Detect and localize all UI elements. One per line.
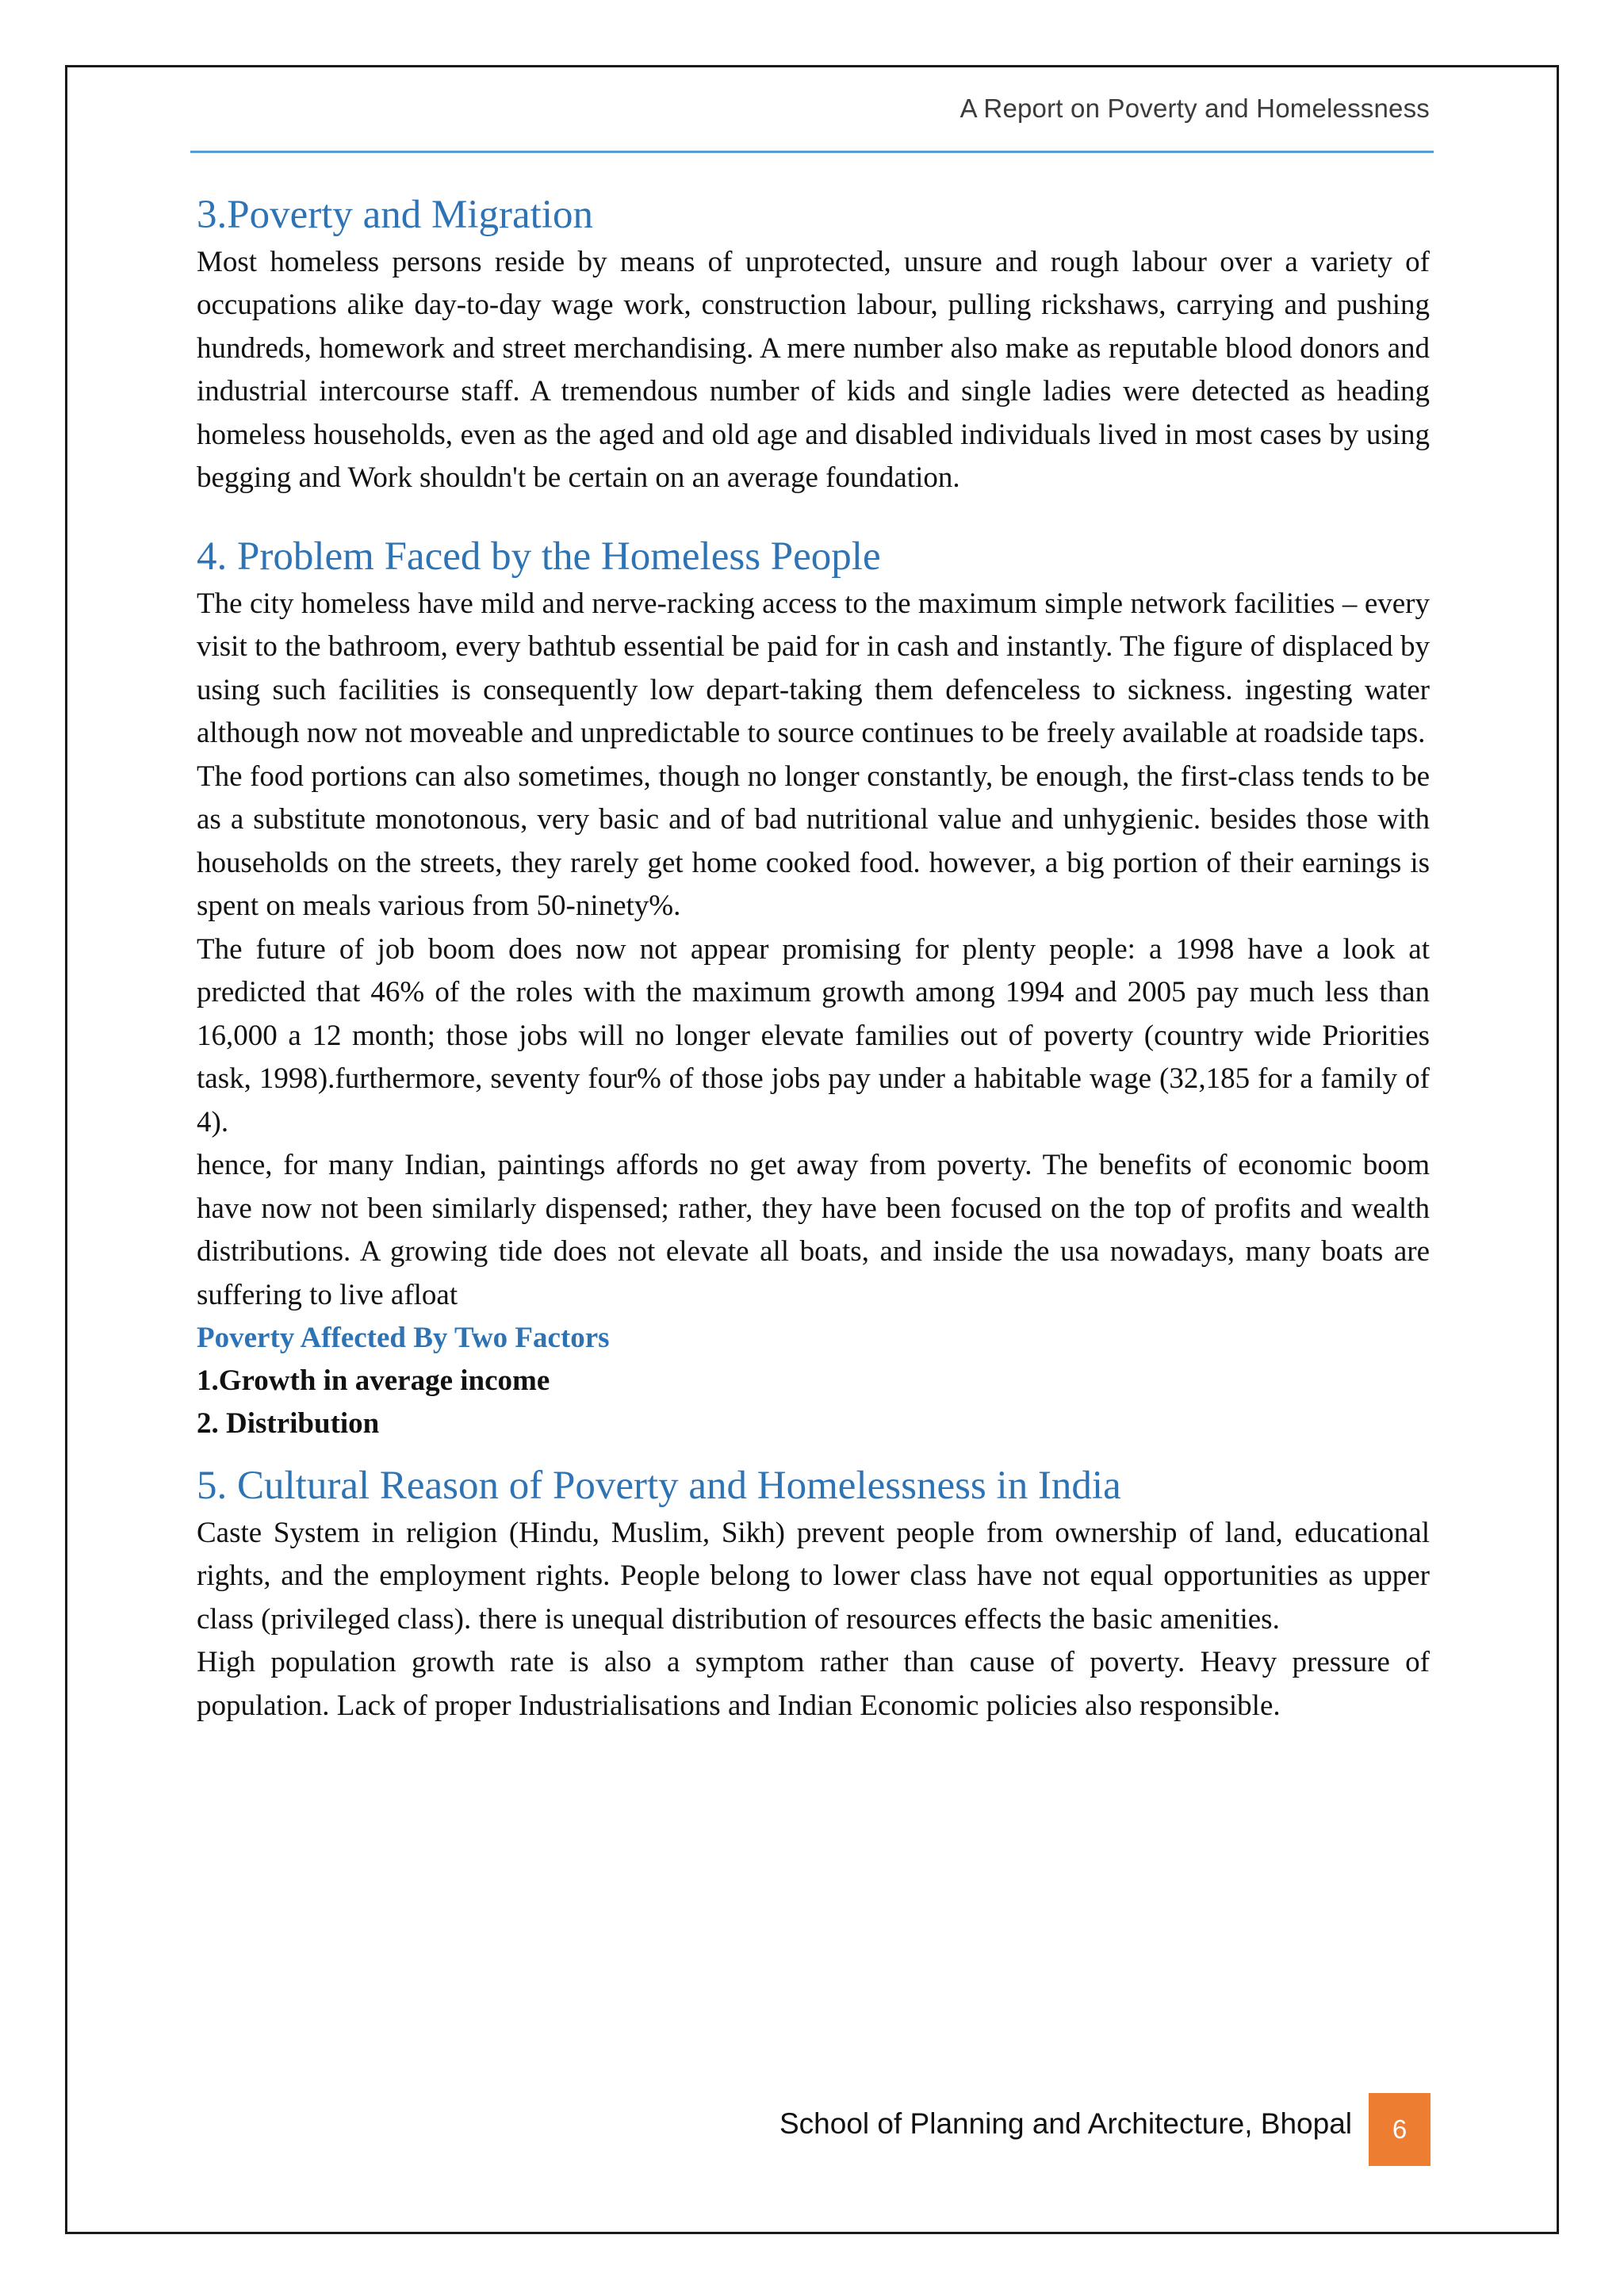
section-5-title: 5. Cultural Reason of Poverty and Homelessness in India: [197, 1464, 1121, 1508]
running-header: A Report on Poverty and Homelessness: [959, 94, 1430, 123]
section-4-paragraph-1: The city homeless have mild and nerve-racking access to the maximum simple network facilities – every visit to the bathroom, every bathtub essential be paid for in cash and instantly. The figure of displaced by using such facilities is consequently low depart-taking them defenceless to sickness. ingesting water although now not moveable and unpredictable to source continues to be freely available at roadside taps.: [197, 587, 1430, 749]
section-5-paragraph-1: Caste System in religion (Hindu, Muslim, Sikh) prevent people from ownership of land, educational rights, and the employment rights. People belong to lower class have not equal opportunities as upper class (privileged class). there is unequal distribution of resources effects the basic amenities.: [197, 1516, 1430, 1636]
section-3-title: 3.Poverty and Migration: [197, 193, 594, 237]
section-4-paragraph-2: The food portions can also sometimes, though no longer constantly, be enough, the first-class tends to be as a substitute monotonous, very basic and of bad nutritional value and unhygienic. besides those with households on the streets, they rarely get home cooked food. however, a big portion of their earnings is spent on meals various from 50-ninety%.: [197, 760, 1430, 922]
section-4-paragraph-3: The future of job boom does now not appear promising for plenty people: a 1998 have a look at predicted that 46% of the roles with the maximum growth among 1994 and 2005 pay much less than 16,000 a 12 month; those jobs will no longer elevate families out of poverty (country wide Priorities task, 1998).furthermore, seventy four% of those jobs pay under a habitable wage (32,185 for a family of 4).: [197, 932, 1430, 1138]
header-rule: [190, 151, 1434, 153]
page-number: 6: [1392, 2114, 1408, 2144]
section-4-paragraph-4: hence, for many Indian, paintings affords no get away from poverty. The benefits of economic boom have now not been similarly dispensed; rather, they have been focused on the top of profits and wealth distributions. A growing tide does not elevate all boats, and inside the usa nowadays, many boats are suffering to live afloat: [197, 1149, 1430, 1311]
section-5-paragraph-2: High population growth rate is also a symptom rather than cause of poverty. Heavy pressure of population. Lack of proper Industrialisations and Indian Economic policies also responsible.: [197, 1646, 1430, 1722]
footer-institution: School of Planning and Architecture, Bhopal: [779, 2107, 1352, 2140]
section-3-paragraph-1: Most homeless persons reside by means of unprotected, unsure and rough labour over a variety of occupations alike day-to-day wage work, construction labour, pulling rickshaws, carrying and pushing hundreds, homework and street merchandising. A mere number also make as reputable blood donors and industrial intercourse staff. A tremendous number of kids and single ladies were detected as heading homeless households, even as the aged and old age and disabled individuals lived in most cases by using begging and Work shouldn't be certain on an average foundation.: [197, 245, 1430, 495]
factor-item-2: 2. Distribution: [197, 1407, 380, 1440]
factor-item-1: 1.Growth in average income: [197, 1364, 550, 1397]
section-4-title: 4. Problem Faced by the Homeless People: [197, 534, 881, 579]
poverty-factors-subheading: Poverty Affected By Two Factors: [197, 1322, 610, 1354]
page-content: [197, 190, 1430, 1728]
page-number-badge: [1369, 2093, 1431, 2166]
